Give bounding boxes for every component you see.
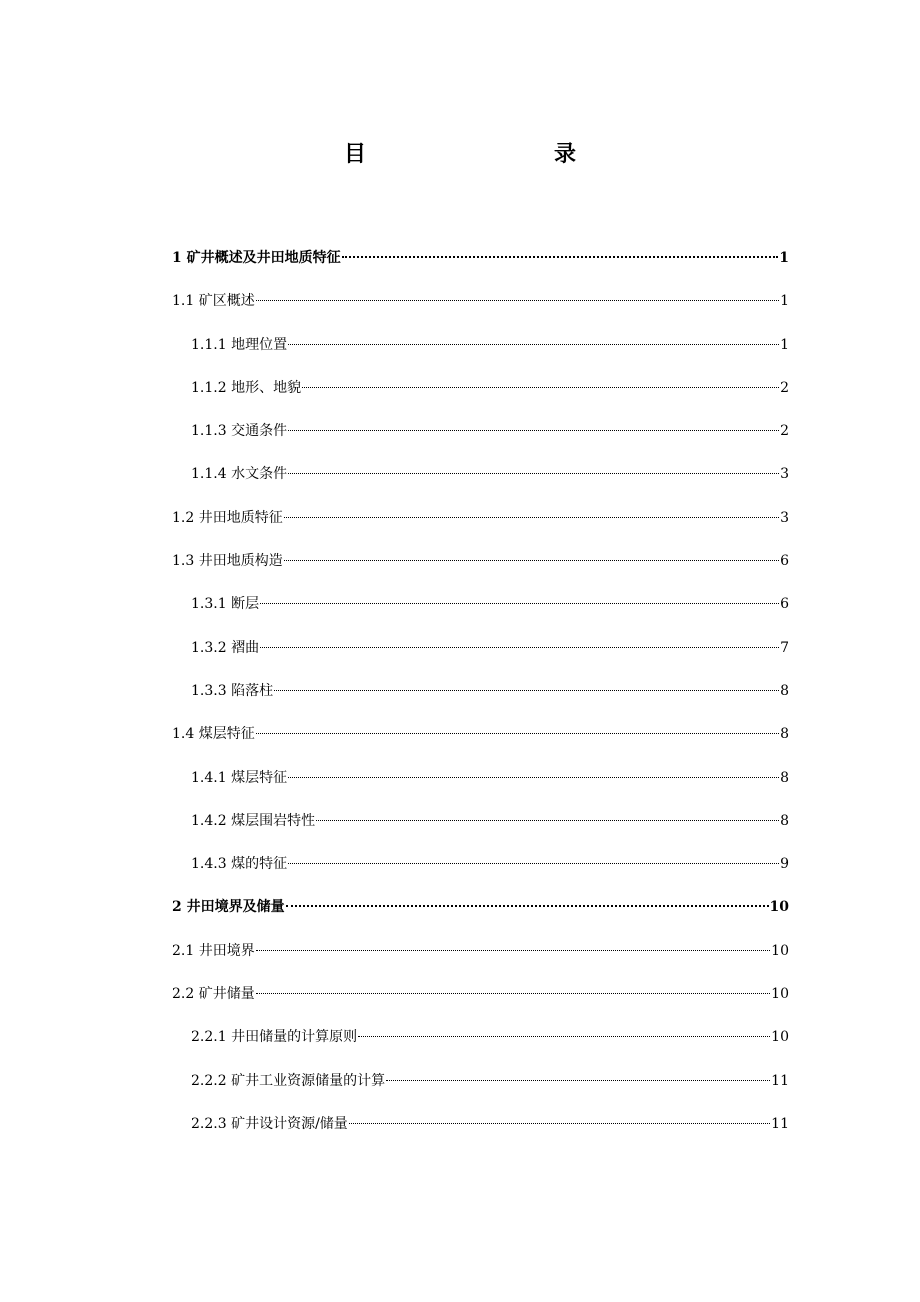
toc-dot-leader	[316, 819, 779, 821]
toc-entry-text: 1.1.3 交通条件	[191, 423, 288, 440]
toc-entry[interactable]	[0, 1109, 920, 1152]
toc-page-number: 2	[780, 379, 789, 396]
toc-entry[interactable]	[0, 719, 920, 762]
toc-entry[interactable]	[0, 589, 920, 632]
toc-dot-leader	[349, 1122, 770, 1124]
toc-dot-leader	[288, 776, 779, 778]
toc-entry[interactable]	[0, 806, 920, 849]
toc-entry-text: 1.1 矿区概述	[172, 293, 255, 310]
toc-entry[interactable]	[0, 373, 920, 416]
toc-entry-text: 1.3.2 褶曲	[191, 639, 260, 656]
toc-entry[interactable]	[0, 849, 920, 892]
toc-entry-text: 1.4.2 煤层围岩特性	[191, 812, 316, 829]
toc-entry[interactable]	[0, 676, 920, 719]
toc-page-number: 3	[780, 466, 789, 483]
toc-dot-leader	[256, 992, 770, 994]
toc-entry[interactable]	[0, 1022, 920, 1065]
toc-dot-leader	[302, 386, 779, 388]
toc-entry-text: 1.3 井田地质构造	[172, 553, 283, 570]
toc-page-number: 6	[780, 596, 789, 613]
toc-dot-leader	[284, 516, 779, 518]
toc-entry-text: 1.4.3 煤的特征	[191, 856, 288, 873]
toc-dot-leader	[256, 732, 779, 734]
toc-page-number: 2	[780, 423, 789, 440]
toc-page-number: 8	[780, 769, 789, 786]
toc-page-number: 3	[780, 509, 789, 526]
toc-page-number: 7	[780, 639, 789, 656]
toc-entry[interactable]	[0, 286, 920, 329]
toc-page-number: 8	[780, 726, 789, 743]
toc-dot-leader	[386, 1079, 770, 1081]
toc-entry[interactable]	[0, 330, 920, 373]
toc-page-number: 1	[779, 250, 789, 266]
toc-dot-leader	[284, 559, 779, 561]
toc-entry[interactable]	[0, 936, 920, 979]
toc-dot-leader	[256, 949, 770, 951]
toc-entry-text: 2 井田境界及储量	[172, 899, 285, 916]
toc-page-number: 6	[780, 553, 789, 570]
toc-dot-leader	[288, 472, 779, 474]
toc-entry-text: 1.4 煤层特征	[172, 726, 255, 743]
toc-entry-text: 1 矿井概述及井田地质特征	[172, 250, 341, 266]
toc-entry[interactable]	[0, 763, 920, 806]
toc-dot-leader	[358, 1035, 770, 1037]
toc-entry-text: 2.2.3 矿井设计资源/储量	[191, 1115, 348, 1132]
toc-entry[interactable]	[0, 546, 920, 589]
toc-entry-text: 1.2 井田地质特征	[172, 509, 283, 526]
toc-page-number: 11	[771, 1072, 789, 1089]
toc-entry-text: 1.3.1 断层	[191, 596, 260, 613]
toc-entry[interactable]	[0, 416, 920, 459]
toc-dot-leader	[288, 862, 779, 864]
toc-dot-leader	[342, 255, 779, 258]
toc-entry-text: 2.2 矿井储量	[172, 986, 255, 1003]
toc-entry[interactable]	[0, 243, 920, 286]
toc-page-number: 10	[769, 899, 789, 916]
toc-page-number: 10	[771, 942, 789, 959]
toc-entry[interactable]	[0, 979, 920, 1022]
toc-dot-leader	[260, 646, 779, 648]
toc-entry-text: 2.2.2 矿井工业资源储量的计算	[191, 1072, 386, 1089]
toc-entry-text: 1.1.2 地形、地貌	[191, 379, 302, 396]
toc-entry[interactable]	[0, 503, 920, 546]
toc-entry-text: 2.1 井田境界	[172, 942, 255, 959]
toc-page-number: 8	[780, 812, 789, 829]
toc-entry[interactable]	[0, 633, 920, 676]
page-title: 目 录	[343, 142, 624, 167]
toc-dot-leader	[256, 299, 779, 301]
toc-page-number: 8	[780, 682, 789, 699]
table-of-contents	[0, 243, 920, 1152]
toc-page-number: 11	[771, 1115, 789, 1132]
toc-entry[interactable]	[0, 892, 920, 935]
toc-dot-leader	[260, 602, 779, 604]
toc-entry[interactable]	[0, 1066, 920, 1109]
toc-page-number: 1	[780, 293, 789, 310]
toc-dot-leader	[274, 689, 779, 691]
toc-entry-text: 1.1.1 地理位置	[191, 336, 288, 353]
toc-page-number: 1	[780, 336, 789, 353]
toc-entry-text: 1.4.1 煤层特征	[191, 769, 288, 786]
toc-page-number: 10	[771, 986, 789, 1003]
toc-page-number: 10	[771, 1029, 789, 1046]
toc-page-number: 9	[780, 856, 789, 873]
toc-entry-text: 1.1.4 水文条件	[191, 466, 288, 483]
toc-entry-text: 1.3.3 陷落柱	[191, 682, 274, 699]
toc-dot-leader	[288, 343, 779, 345]
toc-dot-leader	[286, 904, 769, 907]
toc-entry[interactable]	[0, 459, 920, 502]
toc-entry-text: 2.2.1 井田储量的计算原则	[191, 1029, 358, 1046]
toc-dot-leader	[288, 429, 779, 431]
